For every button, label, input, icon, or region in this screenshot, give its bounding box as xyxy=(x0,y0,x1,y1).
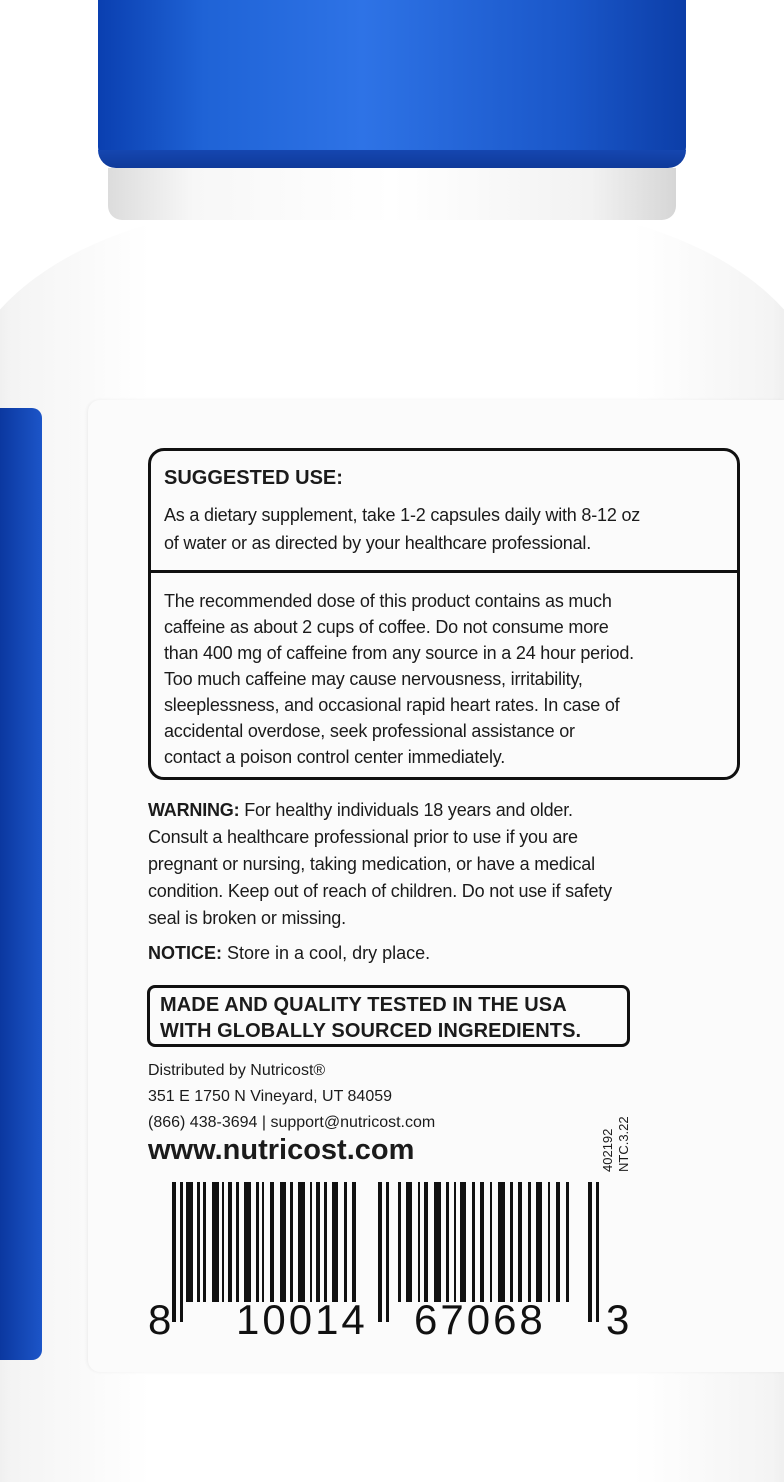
warning-first-line xyxy=(148,797,573,823)
barcode-bar xyxy=(236,1182,239,1302)
barcode-bar xyxy=(510,1182,513,1302)
notice-text: Store in a cool, dry place. xyxy=(227,943,431,963)
barcode-bar xyxy=(172,1182,176,1322)
lot-code-block xyxy=(598,1060,648,1180)
barcode-bar xyxy=(270,1182,274,1302)
notice-line xyxy=(148,940,430,966)
barcode-bar xyxy=(528,1182,531,1302)
barcode-bar xyxy=(222,1182,224,1302)
warning-line: seal is broken or missing. xyxy=(148,908,346,928)
made-in-usa-line: MADE AND QUALITY TESTED IN THE USA xyxy=(160,994,567,1016)
barcode-bar xyxy=(596,1182,599,1322)
barcode-bar xyxy=(424,1182,428,1302)
barcode-bar xyxy=(418,1182,420,1302)
barcode-bar xyxy=(446,1182,449,1302)
made-in-usa-line: WITH GLOBALLY SOURCED INGREDIENTS. xyxy=(160,1020,582,1042)
caffeine-notice-line: caffeine as about 2 cups of coffee. Do not consume more xyxy=(164,617,609,637)
label-blue-strip xyxy=(0,408,42,1360)
lot-code-1: 402192 xyxy=(600,1128,615,1172)
warning-text: For healthy individuals 18 years and older. xyxy=(244,800,573,820)
barcode-bar xyxy=(280,1182,286,1302)
barcode-bar xyxy=(378,1182,382,1322)
suggested-use-line: As a dietary supplement, take 1-2 capsules daily with 8-12 oz xyxy=(164,505,641,525)
barcode-bar xyxy=(197,1182,200,1302)
barcode-bar xyxy=(290,1182,293,1302)
barcode-bar xyxy=(536,1182,542,1302)
suggested-use-divider xyxy=(148,570,740,573)
warning-label: WARNING: xyxy=(148,800,240,820)
caffeine-notice-line: accidental overdose, seek professional assistance or xyxy=(164,721,575,741)
barcode-digits-left: 10014 xyxy=(236,1296,368,1343)
warning-line: condition. Keep out of reach of children. Do not use if safety xyxy=(148,881,612,901)
upc-barcode xyxy=(172,1182,604,1302)
caffeine-notice-line: contact a poison control center immediately. xyxy=(164,747,506,767)
barcode-bar xyxy=(244,1182,251,1302)
barcode-bar xyxy=(588,1182,592,1322)
barcode-digits-right: 67068 xyxy=(414,1296,546,1343)
barcode-bar xyxy=(398,1182,401,1302)
notice-label: NOTICE: xyxy=(148,943,222,963)
suggested-use-line: of water or as directed by your healthcare professional. xyxy=(164,533,592,553)
bottle-neck xyxy=(108,168,676,220)
caffeine-notice-line: than 400 mg of caffeine from any source in a 24 hour period. xyxy=(164,643,634,663)
barcode-digit-first: 8 xyxy=(148,1296,172,1343)
website-link: www.nutricost.com xyxy=(148,1134,415,1166)
barcode-bar xyxy=(434,1182,441,1302)
barcode-bar xyxy=(518,1182,522,1302)
barcode-bar xyxy=(228,1182,232,1302)
warning-line: pregnant or nursing, taking medication, or have a medical xyxy=(148,854,595,874)
suggested-use-heading: SUGGESTED USE: xyxy=(164,467,343,489)
bottle-cap xyxy=(98,0,686,165)
distributor-name: Distributed by Nutricost® xyxy=(148,1062,326,1079)
barcode-bar xyxy=(460,1182,466,1302)
barcode-bar xyxy=(556,1182,560,1302)
warning-line: Consult a healthcare professional prior to use if you are xyxy=(148,827,578,847)
barcode-bar xyxy=(548,1182,550,1302)
barcode-bar xyxy=(212,1182,219,1302)
barcode-bar xyxy=(310,1182,312,1302)
barcode-bar xyxy=(490,1182,492,1302)
barcode-bar xyxy=(186,1182,193,1302)
barcode-bar xyxy=(454,1182,456,1302)
barcode-bar xyxy=(203,1182,206,1302)
barcode-bar xyxy=(298,1182,305,1302)
barcode-bar xyxy=(324,1182,327,1302)
barcode-bar xyxy=(180,1182,183,1322)
bottle-cap-rim xyxy=(98,150,686,168)
distributor-address: 351 E 1750 N Vineyard, UT 84059 xyxy=(148,1088,393,1105)
barcode-bar xyxy=(566,1182,569,1302)
barcode-bar xyxy=(386,1182,389,1322)
barcode-bar xyxy=(472,1182,475,1302)
barcode-bar xyxy=(480,1182,484,1302)
caffeine-notice-line: Too much caffeine may cause nervousness, irritability, xyxy=(164,669,583,689)
barcode-bar xyxy=(352,1182,356,1302)
barcode-bar xyxy=(256,1182,259,1302)
barcode-bar xyxy=(406,1182,412,1302)
barcode-bar xyxy=(344,1182,347,1302)
caffeine-notice-line: The recommended dose of this product contains as much xyxy=(164,591,612,611)
barcode-digit-last: 3 xyxy=(606,1296,630,1343)
lot-code-2: NTC.3.22 xyxy=(616,1116,631,1172)
barcode-bar xyxy=(332,1182,338,1302)
caffeine-notice-line: sleeplessness, and occasional rapid heart rates. In case of xyxy=(164,695,620,715)
barcode-bar xyxy=(498,1182,505,1302)
distributor-contact: (866) 438-3694 | support@nutricost.com xyxy=(148,1114,436,1131)
barcode-bar xyxy=(262,1182,264,1302)
barcode-bar xyxy=(316,1182,320,1302)
